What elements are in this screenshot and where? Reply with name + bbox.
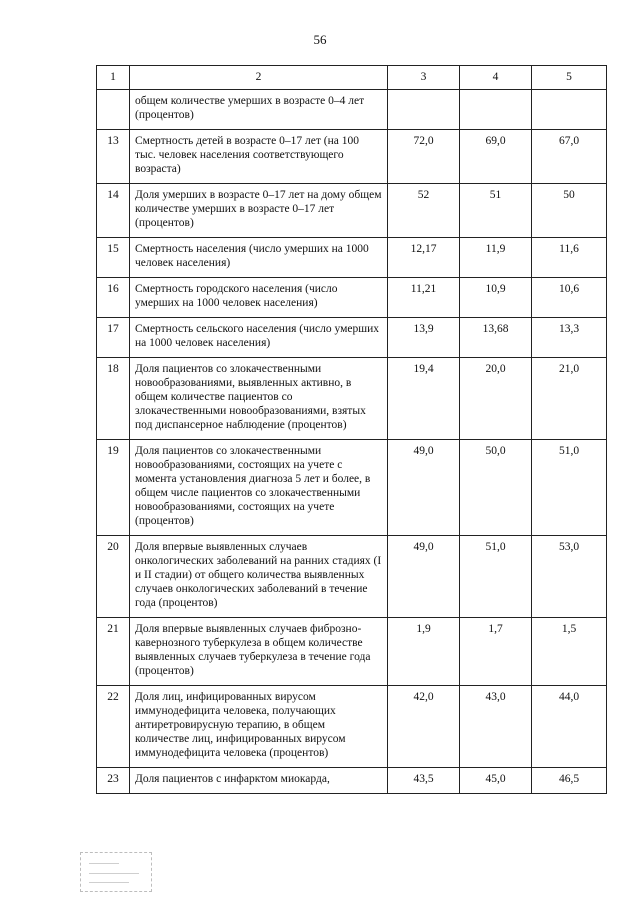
indicator-text: общем количестве умерших в возрасте 0–4 лет (процентов) <box>130 90 388 130</box>
table-header-row <box>97 66 607 90</box>
column-header: 2 <box>130 66 388 90</box>
row-number: 17 <box>97 318 130 358</box>
row-number: 21 <box>97 618 130 686</box>
value-col4: 43,0 <box>460 686 532 768</box>
indicator-text: Доля пациентов со злокачественными новообразованиями, состоящих на учете с момента установления диагноза 5 лет и более, в общем числе пациентов со злокачественными новообразованиями, состоящих на учете (процентов) <box>130 440 388 536</box>
indicator-text: Доля умерших в возрасте 0–17 лет на дому общем количестве умерших в возрасте 0–17 лет (процентов) <box>130 184 388 238</box>
table-row <box>97 278 607 318</box>
value-col4: 51 <box>460 184 532 238</box>
value-col4: 69,0 <box>460 130 532 184</box>
value-col5: 67,0 <box>532 130 607 184</box>
value-col3: 49,0 <box>388 440 460 536</box>
value-col3: 72,0 <box>388 130 460 184</box>
row-number: 14 <box>97 184 130 238</box>
row-number: 22 <box>97 686 130 768</box>
value-col3: 12,17 <box>388 238 460 278</box>
value-col5: 50 <box>532 184 607 238</box>
value-col3: 43,5 <box>388 768 460 794</box>
value-col5: 13,3 <box>532 318 607 358</box>
value-col3: 11,21 <box>388 278 460 318</box>
indicator-text: Доля впервые выявленных случаев фиброзно-кавернозного туберкулеза в общем количестве выявленных случаев туберкулеза в течение года (процентов) <box>130 618 388 686</box>
indicator-text: Доля лиц, инфицированных вирусом иммунодефицита человека, получающих антиретровирусную терапию, в общем количестве лиц, инфицированных вирусом иммунодефицита человека (процентов) <box>130 686 388 768</box>
value-col4: 51,0 <box>460 536 532 618</box>
value-col3: 19,4 <box>388 358 460 440</box>
value-col4: 13,68 <box>460 318 532 358</box>
value-col4 <box>460 90 532 130</box>
value-col5: 51,0 <box>532 440 607 536</box>
table-row <box>97 318 607 358</box>
value-col5: 1,5 <box>532 618 607 686</box>
column-header: 1 <box>97 66 130 90</box>
value-col3: 42,0 <box>388 686 460 768</box>
row-number: 13 <box>97 130 130 184</box>
table-row <box>97 90 607 130</box>
table-row <box>97 184 607 238</box>
indicator-text: Смертность детей в возрасте 0–17 лет (на 100 тыс. человек населения соответствующего возраста) <box>130 130 388 184</box>
row-number: 20 <box>97 536 130 618</box>
value-col5: 46,5 <box>532 768 607 794</box>
value-col5: 44,0 <box>532 686 607 768</box>
indicator-text: Доля пациентов со злокачественными новообразованиями, выявленных активно, в общем количестве пациентов со злокачественными новообразованиями, взятых под диспансерное наблюдение (процентов) <box>130 358 388 440</box>
table-row <box>97 768 607 794</box>
row-number <box>97 90 130 130</box>
value-col5: 11,6 <box>532 238 607 278</box>
row-number: 19 <box>97 440 130 536</box>
value-col4: 45,0 <box>460 768 532 794</box>
value-col5 <box>532 90 607 130</box>
table-row <box>97 440 607 536</box>
value-col3: 49,0 <box>388 536 460 618</box>
table-row <box>97 358 607 440</box>
table-row <box>97 238 607 278</box>
column-header: 5 <box>532 66 607 90</box>
row-number: 16 <box>97 278 130 318</box>
value-col4: 20,0 <box>460 358 532 440</box>
row-number: 15 <box>97 238 130 278</box>
indicator-text: Смертность населения (число умерших на 1000 человек населения) <box>130 238 388 278</box>
value-col4: 50,0 <box>460 440 532 536</box>
indicator-text: Смертность городского населения (число умерших на 1000 человек населения) <box>130 278 388 318</box>
page-number: 56 <box>313 32 327 47</box>
indicator-text: Доля пациентов с инфарктом миокарда, <box>130 768 388 794</box>
column-header: 4 <box>460 66 532 90</box>
table-row <box>97 686 607 768</box>
indicators-table <box>96 65 607 794</box>
table-row <box>97 536 607 618</box>
value-col5: 53,0 <box>532 536 607 618</box>
value-col5: 10,6 <box>532 278 607 318</box>
value-col4: 10,9 <box>460 278 532 318</box>
indicator-text: Доля впервые выявленных случаев онкологических заболеваний на ранних стадиях (I и II стадии) от общего количества выявленных случаев онкологических заболеваний в течение года (процентов) <box>130 536 388 618</box>
value-col3: 13,9 <box>388 318 460 358</box>
registration-stamp <box>80 852 152 892</box>
value-col3: 52 <box>388 184 460 238</box>
value-col4: 11,9 <box>460 238 532 278</box>
row-number: 23 <box>97 768 130 794</box>
table-row <box>97 618 607 686</box>
value-col5: 21,0 <box>532 358 607 440</box>
table-row <box>97 130 607 184</box>
value-col3: 1,9 <box>388 618 460 686</box>
value-col4: 1,7 <box>460 618 532 686</box>
value-col3 <box>388 90 460 130</box>
column-header: 3 <box>388 66 460 90</box>
row-number: 18 <box>97 358 130 440</box>
indicator-text: Смертность сельского населения (число умерших на 1000 человек населения) <box>130 318 388 358</box>
